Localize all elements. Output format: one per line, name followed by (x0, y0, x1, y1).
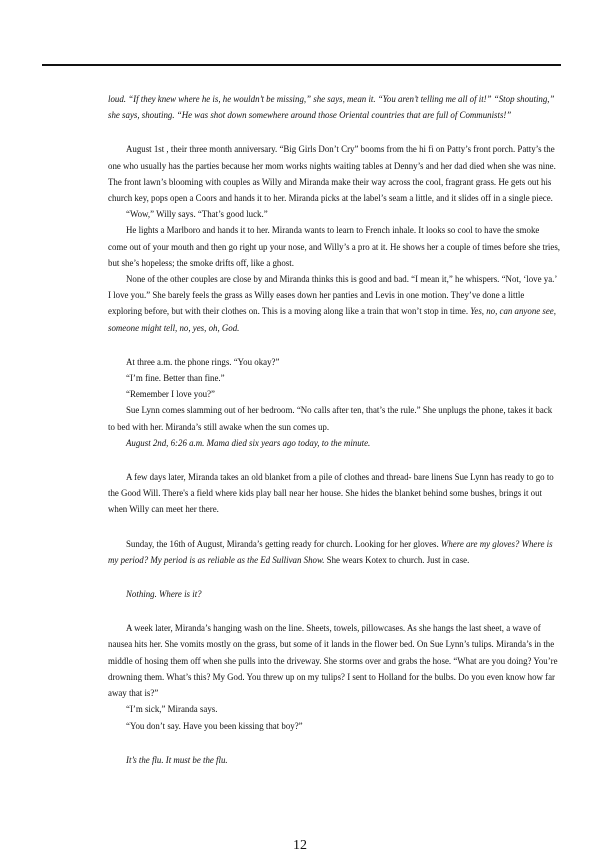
paragraph-3: “Wow,” Willy says. “That’s good luck.” (126, 209, 268, 220)
paragraph-16: “You don’t say. Have you been kissing that boy?” (126, 720, 303, 731)
section-break (108, 518, 560, 536)
paragraph-5: None of the other couples are close by and Miranda thinks this is good and bad. “I mean it,” he whispers. “Not, ‘love ya.’ I love you.” She barely feels the grass as Willy eases down her panties and Levis in one motion. They’ve done a little exploring before, but with their clothes on. This is a moving along like a train that won’t stop in time. Yes, no, can anyone see, someone might tell, no, yes, oh, God. (108, 274, 557, 333)
section-break (108, 123, 560, 141)
paragraph-17: It’s the flu. It must be the flu. (126, 754, 228, 765)
page-number: 12 (293, 838, 307, 853)
paragraph-6: At three a.m. the phone rings. “You okay?” (126, 356, 280, 367)
paragraph-10: August 2nd, 6:26 a.m. Mama died six years ago today, to the minute. (126, 437, 371, 448)
section-break (108, 602, 560, 620)
header-rule (42, 64, 561, 66)
section-break (108, 336, 560, 354)
section-break (108, 734, 560, 752)
paragraph-14: A week later, Miranda’s hanging wash on the line. Sheets, towels, pillowcases. As she hangs the last sheet, a wave of nausea hits her. She vomits mostly on the grass, but some of it lands in the flower bed. On Sue Lynn’s tulips. Miranda’s in the middle of hosing them off when she pulls into the driveway. She storms over and grabs the hose. “What are you doing? You’re drowning them. What’s this? My God. You threw up on my tulips? I sent to Holland for the bulbs. Do you even know how far away that is?” (108, 623, 558, 699)
body-text (108, 91, 560, 768)
paragraph-2: August 1st , their three month anniversary. “Big Girls Don’t Cry” booms from the hi fi on Patty’s front porch. Patty’s the one who usually has the parties because her mom works nights waiting tables at Denny’s and her dad died when she was nine. The front lawn’s blooming with couples as Willy and Miranda make their way across the cool, fragrant grass. He gets out his church key, pops open a Coors and hands it to her. Miranda picks at the label’s seam a little, and it slides off in a single piece. (108, 144, 556, 204)
paragraph-13: Nothing. Where is it? (126, 589, 202, 600)
paragraph-4: He lights a Marlboro and hands it to her. Miranda wants to learn to French inhale. It looks so cool to have the smoke come out of your mouth and then go right up your nose, and Willy’s a pro at it. He shows her a couple of times before she tries, but she’s hopeless; the smoke drifts off, like a ghost. (108, 225, 561, 268)
section-break (108, 568, 560, 586)
paragraph-11: A few days later, Miranda takes an old blanket from a pile of clothes and thread- bare linens Sue Lynn has ready to go to the Good Will. There's a field where kids play ball near her house. She hides the blanket behind some bushes, brings it out when Willy can meet her there. (108, 472, 554, 515)
paragraph-1: loud. “If they knew where he is, he wouldn’t be missing,” she says, mean it. “You aren’t telling me all of it!” “Stop shouting,” she says, shouting. “He was shot down somewhere around those Oriental countries that are full of Communists!” (108, 94, 555, 121)
paragraph-15: “I’m sick,” Miranda says. (126, 704, 218, 715)
paragraph-7: “I’m fine. Better than fine.” (126, 373, 225, 384)
paragraph-9: Sue Lynn comes slamming out of her bedroom. “No calls after ten, that’s the rule.” She unplugs the phone, takes it back to bed with her. Miranda’s still awake when the sun comes up. (108, 405, 553, 432)
paragraph-12: Sunday, the 16th of August, Miranda’s getting ready for church. Looking for her gloves. Where are my gloves? Where is my period? My period is as reliable as the Ed Sullivan Show. She wears Kotex to church. Just in case. (108, 538, 553, 565)
section-break (108, 451, 560, 469)
paragraph-8: “Remember I love you?” (126, 389, 215, 400)
